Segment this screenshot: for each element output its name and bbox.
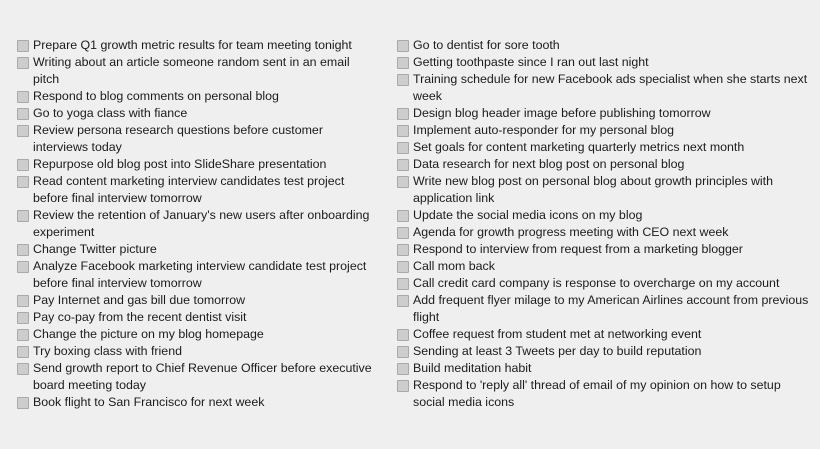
checkbox[interactable] (397, 346, 409, 358)
todo-item[interactable] (397, 241, 809, 258)
todo-item[interactable] (17, 122, 379, 156)
checkbox[interactable] (397, 74, 409, 86)
checkbox[interactable] (397, 363, 409, 375)
todo-item-label: Getting toothpaste since I ran out last night (413, 55, 649, 69)
todo-item-label: Pay Internet and gas bill due tomorrow (33, 293, 246, 307)
todo-item[interactable] (397, 258, 809, 275)
checkbox[interactable] (17, 346, 29, 358)
todo-item[interactable] (397, 37, 809, 54)
checkbox[interactable] (17, 159, 29, 171)
checkbox[interactable] (397, 227, 409, 239)
todo-item-label: Respond to 'reply all' thread of email of my opinion on how to setup social media icons (413, 378, 781, 409)
checkbox[interactable] (17, 312, 29, 324)
checkbox[interactable] (17, 210, 29, 222)
checkbox[interactable] (17, 125, 29, 137)
checkbox[interactable] (17, 329, 29, 341)
checkbox[interactable] (397, 159, 409, 171)
todo-item-label: Agenda for growth progress meeting with CEO next week (413, 225, 729, 239)
checkbox[interactable] (17, 397, 29, 409)
todo-item-label: Training schedule for new Facebook ads specialist when she starts next week (413, 72, 808, 103)
checkbox[interactable] (397, 380, 409, 392)
todo-item[interactable] (397, 343, 809, 360)
todo-item[interactable] (17, 326, 379, 343)
todo-item[interactable] (397, 139, 809, 156)
checkbox[interactable] (17, 261, 29, 273)
todo-item-label: Repurpose old blog post into SlideShare presentation (33, 157, 327, 171)
checkbox[interactable] (17, 91, 29, 103)
todo-item-label: Send growth report to Chief Revenue Officer before executive board meeting today (33, 361, 372, 392)
todo-item[interactable] (397, 105, 809, 122)
todo-item-label: Prepare Q1 growth metric results for team meeting tonight (33, 38, 352, 52)
todo-item[interactable] (397, 326, 809, 343)
todo-item-label: Change the picture on my blog homepage (33, 327, 264, 341)
todo-item-label: Set goals for content marketing quarterly metrics next month (413, 140, 745, 154)
todo-item-label: Call credit card company is response to overcharge on my account (413, 276, 780, 290)
todo-list-right (397, 37, 809, 411)
todo-item[interactable] (397, 224, 809, 241)
checkbox[interactable] (397, 40, 409, 52)
checkbox[interactable] (17, 363, 29, 375)
todo-item[interactable] (17, 394, 379, 411)
todo-item-label: Review persona research questions before customer interviews today (33, 123, 323, 154)
todo-item-label: Change Twitter picture (33, 242, 157, 256)
todo-item[interactable] (17, 54, 379, 88)
todo-item[interactable] (397, 292, 809, 326)
checkbox[interactable] (17, 57, 29, 69)
todo-item-label: Respond to interview from request from a marketing blogger (413, 242, 743, 256)
checkbox[interactable] (397, 176, 409, 188)
todo-item-label: Try boxing class with friend (33, 344, 182, 358)
todo-item-label: Update the social media icons on my blog (413, 208, 643, 222)
checkbox[interactable] (17, 176, 29, 188)
checkbox[interactable] (397, 210, 409, 222)
checkbox[interactable] (397, 142, 409, 154)
todo-item[interactable] (17, 156, 379, 173)
checkbox[interactable] (397, 261, 409, 273)
todo-item[interactable] (17, 88, 379, 105)
todo-item-label: Writing about an article someone random sent in an email pitch (33, 55, 350, 86)
todo-item[interactable] (17, 105, 379, 122)
todo-item[interactable] (397, 156, 809, 173)
todo-item[interactable] (17, 173, 379, 207)
todo-item[interactable] (17, 207, 379, 241)
checkbox[interactable] (397, 108, 409, 120)
todo-item[interactable] (17, 360, 379, 394)
todo-item[interactable] (17, 343, 379, 360)
todo-item[interactable] (17, 292, 379, 309)
todo-item[interactable] (397, 275, 809, 292)
todo-item[interactable] (17, 37, 379, 54)
todo-item-label: Book flight to San Francisco for next week (33, 395, 265, 409)
checkbox[interactable] (17, 295, 29, 307)
todo-item-label: Respond to blog comments on personal blog (33, 89, 279, 103)
todo-item[interactable] (397, 207, 809, 224)
todo-item-label: Design blog header image before publishing tomorrow (413, 106, 711, 120)
checkbox[interactable] (397, 278, 409, 290)
checkbox[interactable] (397, 125, 409, 137)
todo-item-label: Go to yoga class with fiance (33, 106, 188, 120)
todo-item[interactable] (17, 258, 379, 292)
todo-item[interactable] (17, 241, 379, 258)
checkbox[interactable] (397, 244, 409, 256)
todo-item-label: Implement auto-responder for my personal blog (413, 123, 675, 137)
todo-item-label: Read content marketing interview candidates test project before final interview tomorrow (33, 174, 345, 205)
checkbox[interactable] (17, 244, 29, 256)
todo-item-label: Coffee request from student met at networking event (413, 327, 702, 341)
checkbox[interactable] (17, 108, 29, 120)
todo-item-label: Go to dentist for sore tooth (413, 38, 560, 52)
todo-item-label: Analyze Facebook marketing interview candidate test project before final interview tomorrow (33, 259, 367, 290)
todo-item-label: Add frequent flyer milage to my American Airlines account from previous flight (413, 293, 809, 324)
todo-item[interactable] (397, 54, 809, 71)
todo-item-label: Data research for next blog post on personal blog (413, 157, 685, 171)
todo-item-label: Build meditation habit (413, 361, 532, 375)
checkbox[interactable] (17, 40, 29, 52)
todo-item-label: Review the retention of January's new users after onboarding experiment (33, 208, 370, 239)
todo-item-label: Call mom back (413, 259, 495, 273)
todo-item[interactable] (397, 377, 809, 411)
checkbox[interactable] (397, 57, 409, 69)
checkbox[interactable] (397, 329, 409, 341)
todo-item[interactable] (397, 71, 809, 105)
todo-list-left (17, 37, 379, 411)
todo-item[interactable] (397, 360, 809, 377)
todo-item[interactable] (397, 122, 809, 139)
checkbox[interactable] (397, 295, 409, 307)
todo-item-label: Pay co-pay from the recent dentist visit (33, 310, 247, 324)
todo-item[interactable] (397, 173, 809, 207)
todo-item-label: Write new blog post on personal blog about growth principles with application link (413, 174, 773, 205)
todo-item[interactable] (17, 309, 379, 326)
todo-item-label: Sending at least 3 Tweets per day to build reputation (413, 344, 702, 358)
